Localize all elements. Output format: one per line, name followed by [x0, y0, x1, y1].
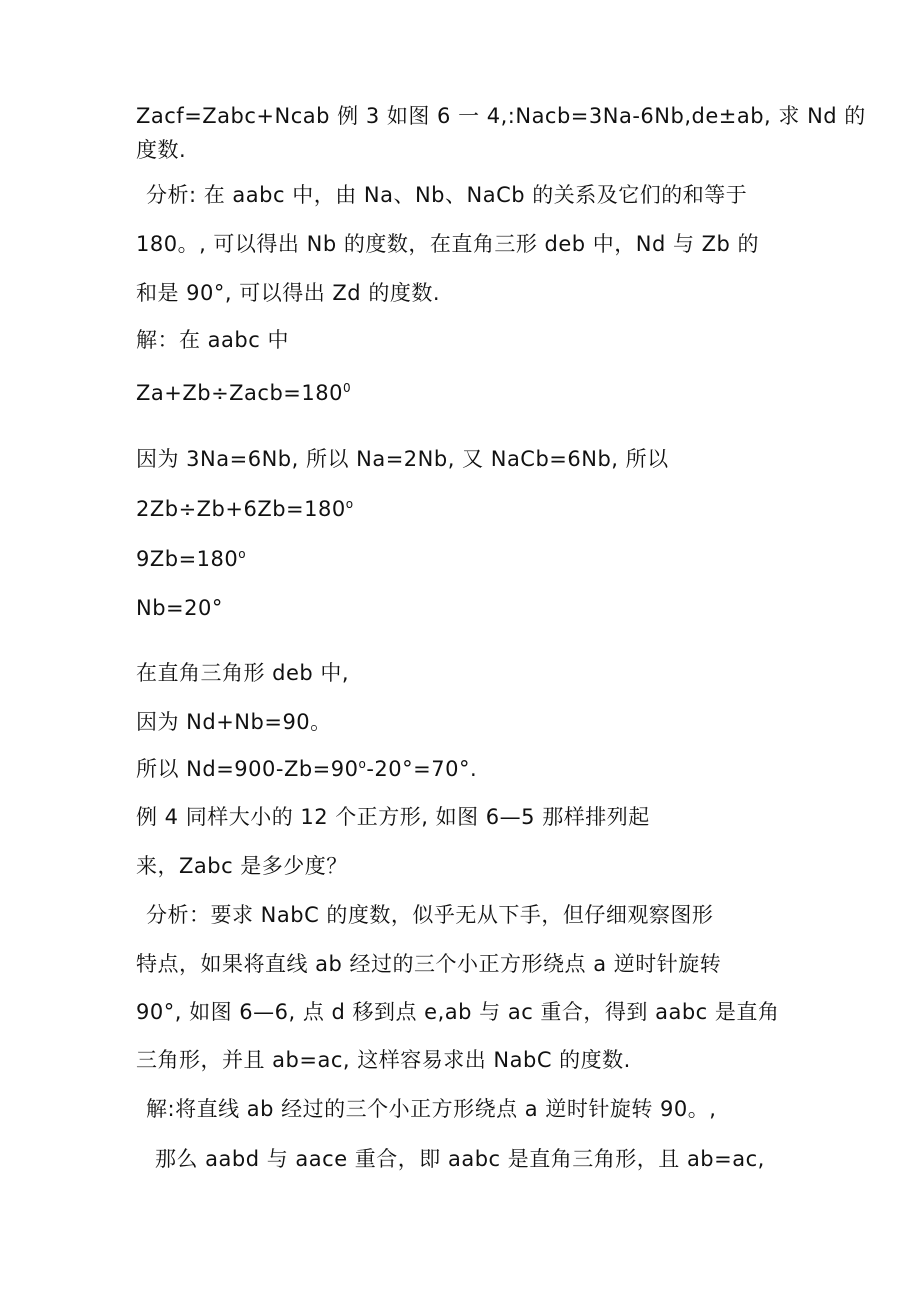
text-line-8: 因为 3Na=6Nb, 所以 Na=2Nb, 又 NaCb=6Nb, 所以: [136, 447, 669, 471]
equation-text: 9Zb=180: [136, 547, 239, 571]
text-line-18: 特点，如果将直线 ab 经过的三个小正方形绕点 a 逆时针旋转: [136, 952, 722, 976]
text-line-9: [136, 495, 354, 523]
equation-text: Za+Zb÷Zacb=180: [136, 381, 343, 405]
superscript-zero: 0: [342, 381, 352, 395]
text-line-11: Nb=20°: [136, 596, 223, 620]
text-line-1: Zacf=Zabc+Ncab 例 3 如图 6 一 4,:Nacb=3Na-6Nb,de±ab, 求 Nd 的: [136, 104, 866, 128]
text-line-3: 分析: 在 aabc 中，由 Na、Nb、NaCb 的关系及它们的和等于: [146, 183, 748, 207]
text-line-6: 解：在 aabc 中: [136, 328, 289, 352]
text-line-21: 解:将直线 ab 经过的三个小正方形绕点 a 逆时针旋转 90。,: [146, 1097, 717, 1121]
text-line-12: 在直角三角形 deb 中,: [136, 661, 350, 685]
text-line-2: 度数.: [136, 138, 187, 162]
text-line-13: 因为 Nd+Nb=90。: [136, 710, 332, 734]
superscript-degree: o: [345, 497, 354, 511]
text-line-15: 例 4 同样大小的 12 个正方形, 如图 6—5 那样排列起: [136, 805, 650, 829]
superscript-degree: o: [238, 547, 247, 561]
text-line-10: [136, 545, 246, 573]
text-line-22: 那么 aabd 与 aace 重合，即 aabc 是直角三角形，且 ab=ac,: [155, 1147, 765, 1171]
text-line-7: [136, 379, 351, 407]
text-line-16: 来，Zabc 是多少度？: [136, 854, 348, 878]
text-line-20: 三角形，并且 ab=ac, 这样容易求出 NabC 的度数.: [136, 1048, 631, 1072]
text-line-5: 和是 90°, 可以得出 Zd 的度数.: [136, 281, 440, 305]
text-line-19: 90°, 如图 6—6, 点 d 移到点 e,ab 与 ac 重合，得到 aabc 是直角: [136, 1000, 780, 1024]
text-line-14: [136, 755, 477, 783]
text-line-4: 180。, 可以得出 Nb 的度数，在直角三形 deb 中，Nd 与 Zb 的: [136, 232, 760, 256]
equation-text: 2Zb÷Zb+6Zb=180: [136, 497, 346, 521]
equation-text: -20°=70°.: [366, 757, 478, 781]
text-line-17: 分析：要求 NabC 的度数，似乎无从下手，但仔细观察图形: [146, 903, 714, 927]
superscript-degree: o: [358, 757, 367, 771]
equation-text: 所以 Nd=900-Zb=90: [136, 757, 359, 781]
